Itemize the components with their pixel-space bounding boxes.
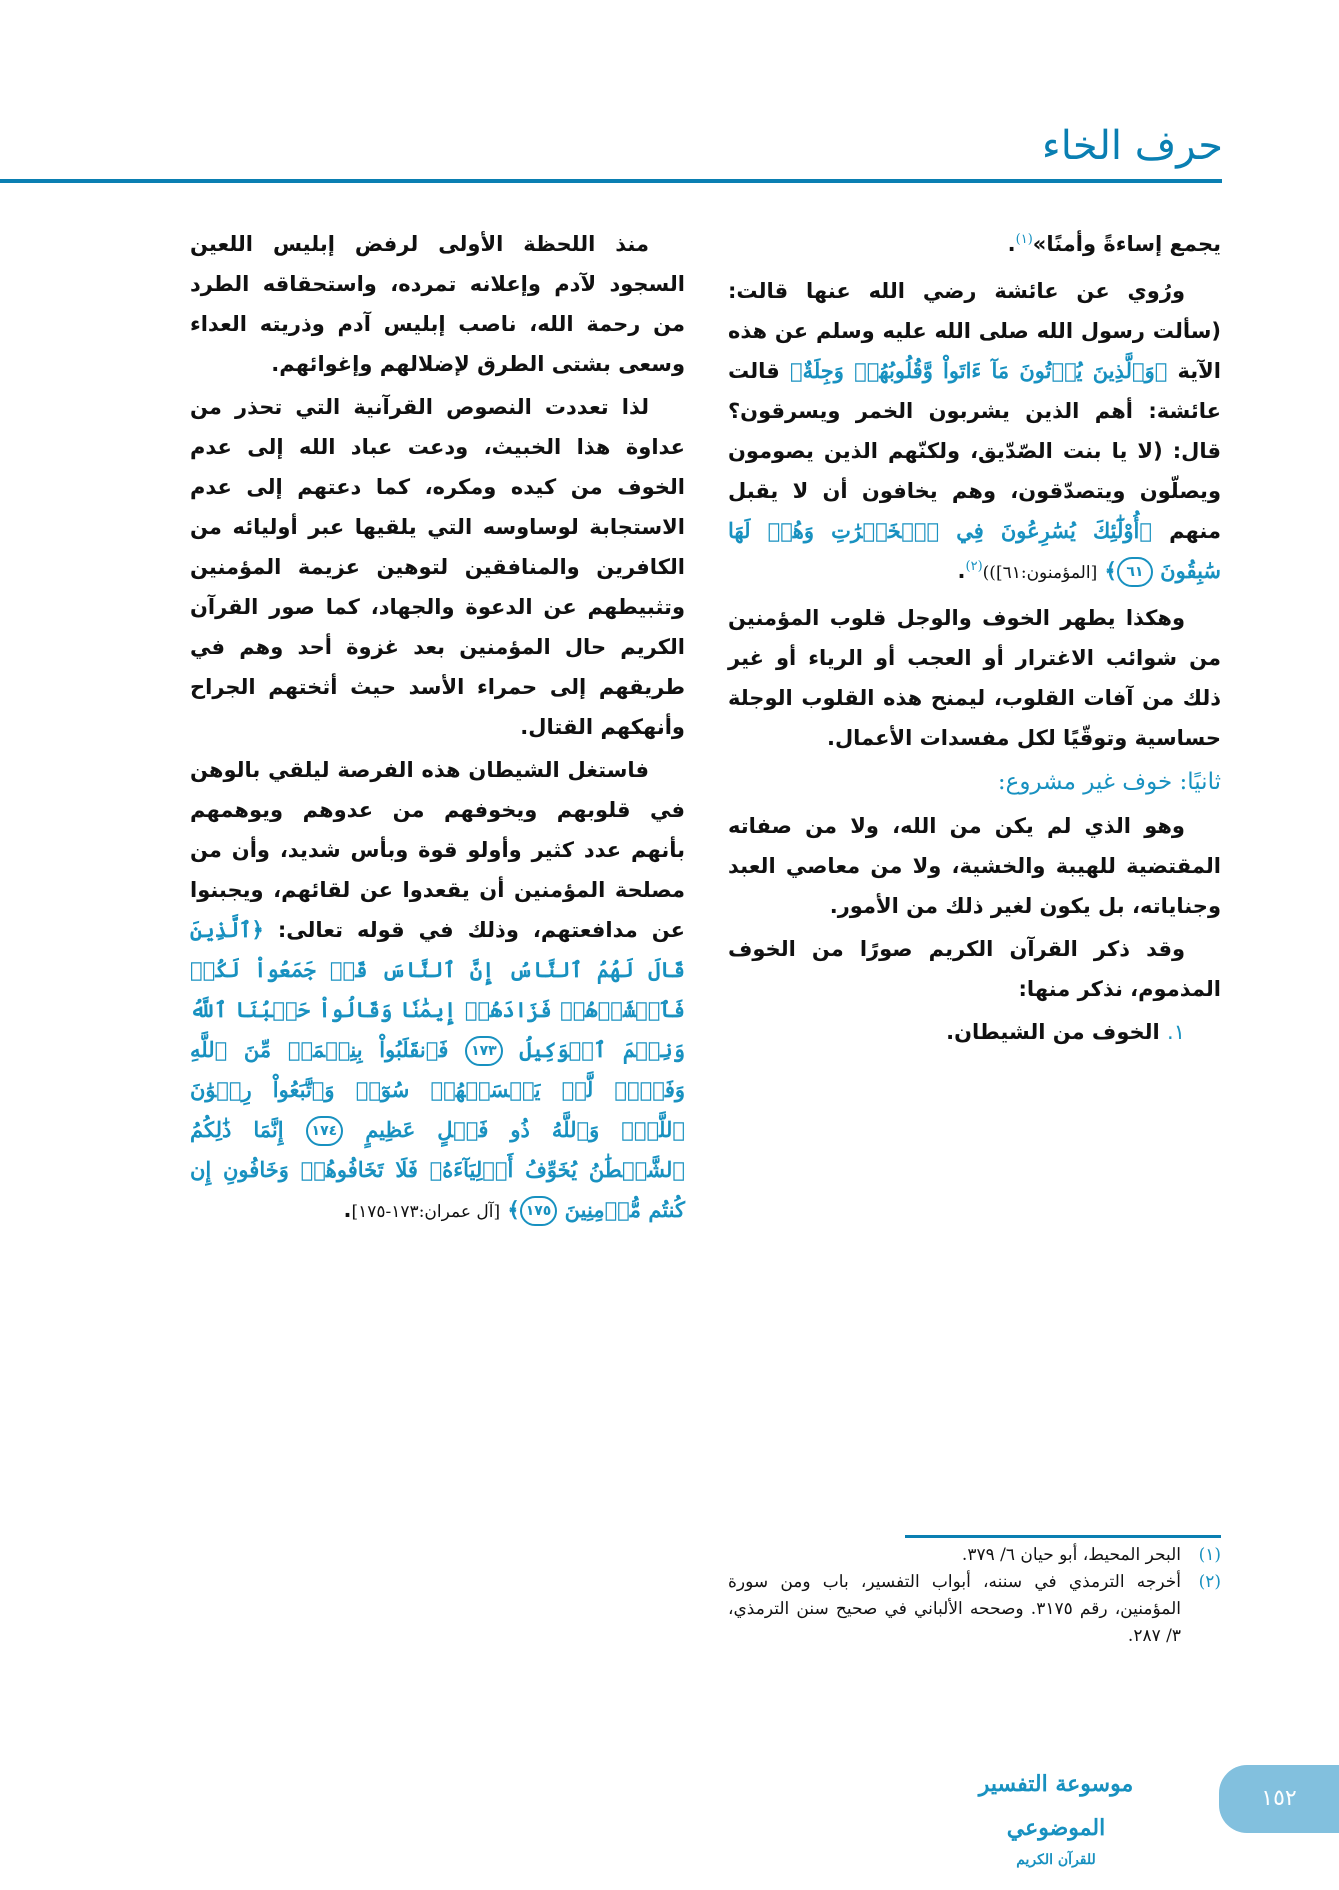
footnote-ref[interactable]: (٢): [965, 559, 983, 574]
paragraph-text: لذا تعددت النصوص القرآنية التي تحذر من عداوة هذا الخبيث، ودعت عباد الله إلى عدم الخوف من كيده ومكره، كما دعتهم إلى عدم الاستجابة لوساوسه التي يلقيها عبر أوليائه من الكافرين والمنافقين لتوهين عزيمة المؤمنين وتثبيطهم عن الدعوة والجهاد، كما صور القرآن الكريم حال المؤمنين بعد غزوة أحد وهم في طريقهم إلى حمراء الأسد حيث أثختهم الجراح وأنهكهم القتال.: [190, 395, 685, 739]
paragraph-text: وهكذا يطهر الخوف والوجل قلوب المؤمنين من شوائب الاغترار أو العجب أو الرياء أو غير ذلك من آفات القلوب، ليمنح هذه القلوب الوجلة حساسية وتوقّيًا لكل مفسدات الأعمال.: [728, 606, 1221, 750]
footnote-text: أخرجه الترمذي في سننه، أبواب التفسير، باب ومن سورة المؤمنين، رقم ٣١٧٥. وصححه الألباني في صحيح سنن الترمذي، ٣/ ٢٨٧.: [728, 1572, 1181, 1646]
quran-verse: ﴿أُوْلَٰٓئِكَ يُسَٰرِعُونَ فِي ٱلۡخَيۡرَٰتِ وَهُمۡ لَهَا سَٰبِقُونَ: [728, 518, 1221, 583]
footnote-ref[interactable]: (١): [1015, 232, 1033, 247]
paragraph-text: يجمع إساءةً وأمنًا»: [1032, 232, 1221, 256]
paragraph: [728, 598, 1221, 758]
chapter-title: حرف الخاء: [1041, 123, 1223, 169]
ayah-number-marker: ١٧٣: [465, 1036, 503, 1066]
footnote-number: (١): [1198, 1545, 1221, 1565]
paragraph-indent: [1185, 832, 1221, 833]
footnote-number: (٢): [1198, 1572, 1221, 1592]
paragraph-indent: [649, 776, 685, 777]
footnote-divider: [905, 1535, 1221, 1538]
surah-reference: [آل عمران:١٧٣-١٧٥]: [351, 1202, 501, 1222]
paragraph: [728, 224, 1221, 268]
list-label: الخوف من الشيطان.: [946, 1020, 1160, 1044]
list-item: [728, 1012, 1221, 1052]
paragraph-end: .: [1007, 232, 1016, 256]
header-divider: [0, 179, 1222, 183]
paragraph: [728, 271, 1221, 595]
paragraph: [190, 224, 685, 384]
footnote: [728, 1569, 1221, 1650]
paragraph-indent: [1185, 297, 1221, 298]
paragraph: [728, 929, 1221, 1009]
page-number: ١٥٢: [1219, 1765, 1339, 1833]
paragraph-indent: [649, 413, 685, 414]
left-column: [190, 224, 685, 1235]
paragraph-indent: [1185, 624, 1221, 625]
logo-subtitle: للقرآن الكريم: [1016, 1852, 1096, 1868]
ayah-number-marker: ١٧٥: [520, 1196, 558, 1226]
list-number: ١.: [1167, 1020, 1185, 1044]
paragraph-text: وقد ذكر القرآن الكريم صورًا من الخوف المذموم، نذكر منها:: [728, 937, 1221, 1001]
footnotes: [728, 1542, 1221, 1650]
section-subheading: ثانيًا: خوف غير مشروع:: [997, 769, 1221, 795]
ayah-number-marker: ١٧٤: [306, 1116, 344, 1146]
quran-verse: إِنَّمَا ذَٰلِكُمُ ٱلشَّيۡطَٰنُ يُخَوِّفُ أَوۡلِيَآءَهُۥ فَلَا تَخَافُوهُمۡ وَخَافُونِ إِن كُنتُم مُّؤۡمِنِينَ: [190, 1117, 685, 1222]
logo-title: موسوعة التفسير الموضوعي: [978, 1771, 1134, 1841]
paragraph-text: فاستغل الشيطان هذه الفرصة ليلقي بالوهن في قلوبهم ويخوفهم من عدوهم ويوهمهم بأنهم عدد كثير وأولو قوة وبأس شديد، وأن من مصلحة المؤمنين أن يقعدوا عن لقائهم، ويجبنوا عن مدافعتهم، وذلك في قوله تعالى:: [190, 758, 685, 942]
paragraph-indent: [1185, 1038, 1221, 1039]
quran-verse: ﴿وَٱلَّذِينَ يُؤۡتُونَ مَآ ءَاتَواْ وَّقُلُوبُهُمۡ وَجِلَةٌ﴾: [789, 358, 1168, 383]
paragraph: [190, 750, 685, 1232]
paragraph-indent: [1185, 955, 1221, 956]
paragraph-text: قالت عائشة: أهم الذين يشربون الخمر ويسرقون؟ قال: (لا يا بنت الصّدّيق، ولكنّهم الذين يصومون ويصلّون ويتصدّقون، وهم يخافون أن لا يقبل منهم: [728, 359, 1221, 543]
paragraph-end: .: [343, 1198, 352, 1222]
quran-bracket-close: ﴾: [507, 1197, 520, 1222]
paragraph: [190, 387, 685, 747]
quran-verse: ﴿ٱلَّذِينَ قَالَ لَهُمُ ٱلنَّاسُ إِنَّ ٱلنَّاسَ قَدۡ جَمَعُواْ لَكُمۡ فَٱخۡشَوۡهُمۡ فَزَادَهُمۡ إِيمَٰنٗا وَقَالُواْ حَسۡبُنَا ٱللَّهُ وَنِعۡمَ ٱلۡوَكِيلُ: [190, 917, 686, 1062]
surah-reference: [المؤمنون:٦١]: [995, 563, 1098, 583]
ayah-number-marker: ٦١: [1117, 557, 1153, 587]
paragraph-text: وهو الذي لم يكن من الله، ولا من صفاته المقتضية للهيبة والخشية، ولا من معاصي العبد وجناياته، بل يكون لغير ذلك من الأمور.: [728, 814, 1221, 918]
quran-verse: فَٱنقَلَبُواْ بِنِعۡمَةٖ مِّنَ ٱللَّهِ وَفَضۡلٖ لَّمۡ يَمۡسَسۡهُمۡ سُوٓءٞ وَٱتَّبَعُواْ رِضۡوَٰنَ ٱللَّهِۗ وَٱللَّهُ ذُو فَضۡلٍ عَظِيمٍ: [190, 1037, 685, 1142]
paragraph-text: منذ اللحظة الأولى لرفض إبليس اللعين السجود لآدم وإعلانه تمرده، واستحقاقه الطرد من رحمة الله، ناصب إبليس آدم وذريته العداء وسعى بشتى الطرق لإضلالهم وإغوائهم.: [190, 232, 685, 376]
quran-bracket-close: ﴾: [1104, 558, 1117, 583]
footnote-text: البحر المحيط، أبو حيان ٦/ ٣٧٩.: [961, 1545, 1181, 1565]
quote-close: )): [982, 563, 996, 583]
paragraph-text: ورُوي عن عائشة رضي الله عنها قالت: (سألت رسول الله صلى الله عليه وسلم عن هذه الآية: [728, 279, 1222, 383]
paragraph-indent: [649, 250, 685, 251]
footnote: [728, 1542, 1221, 1569]
right-column: [728, 224, 1221, 1055]
paragraph: [728, 806, 1221, 926]
paragraph-end: .: [957, 559, 966, 583]
encyclopedia-logo: [930, 1762, 1182, 1868]
